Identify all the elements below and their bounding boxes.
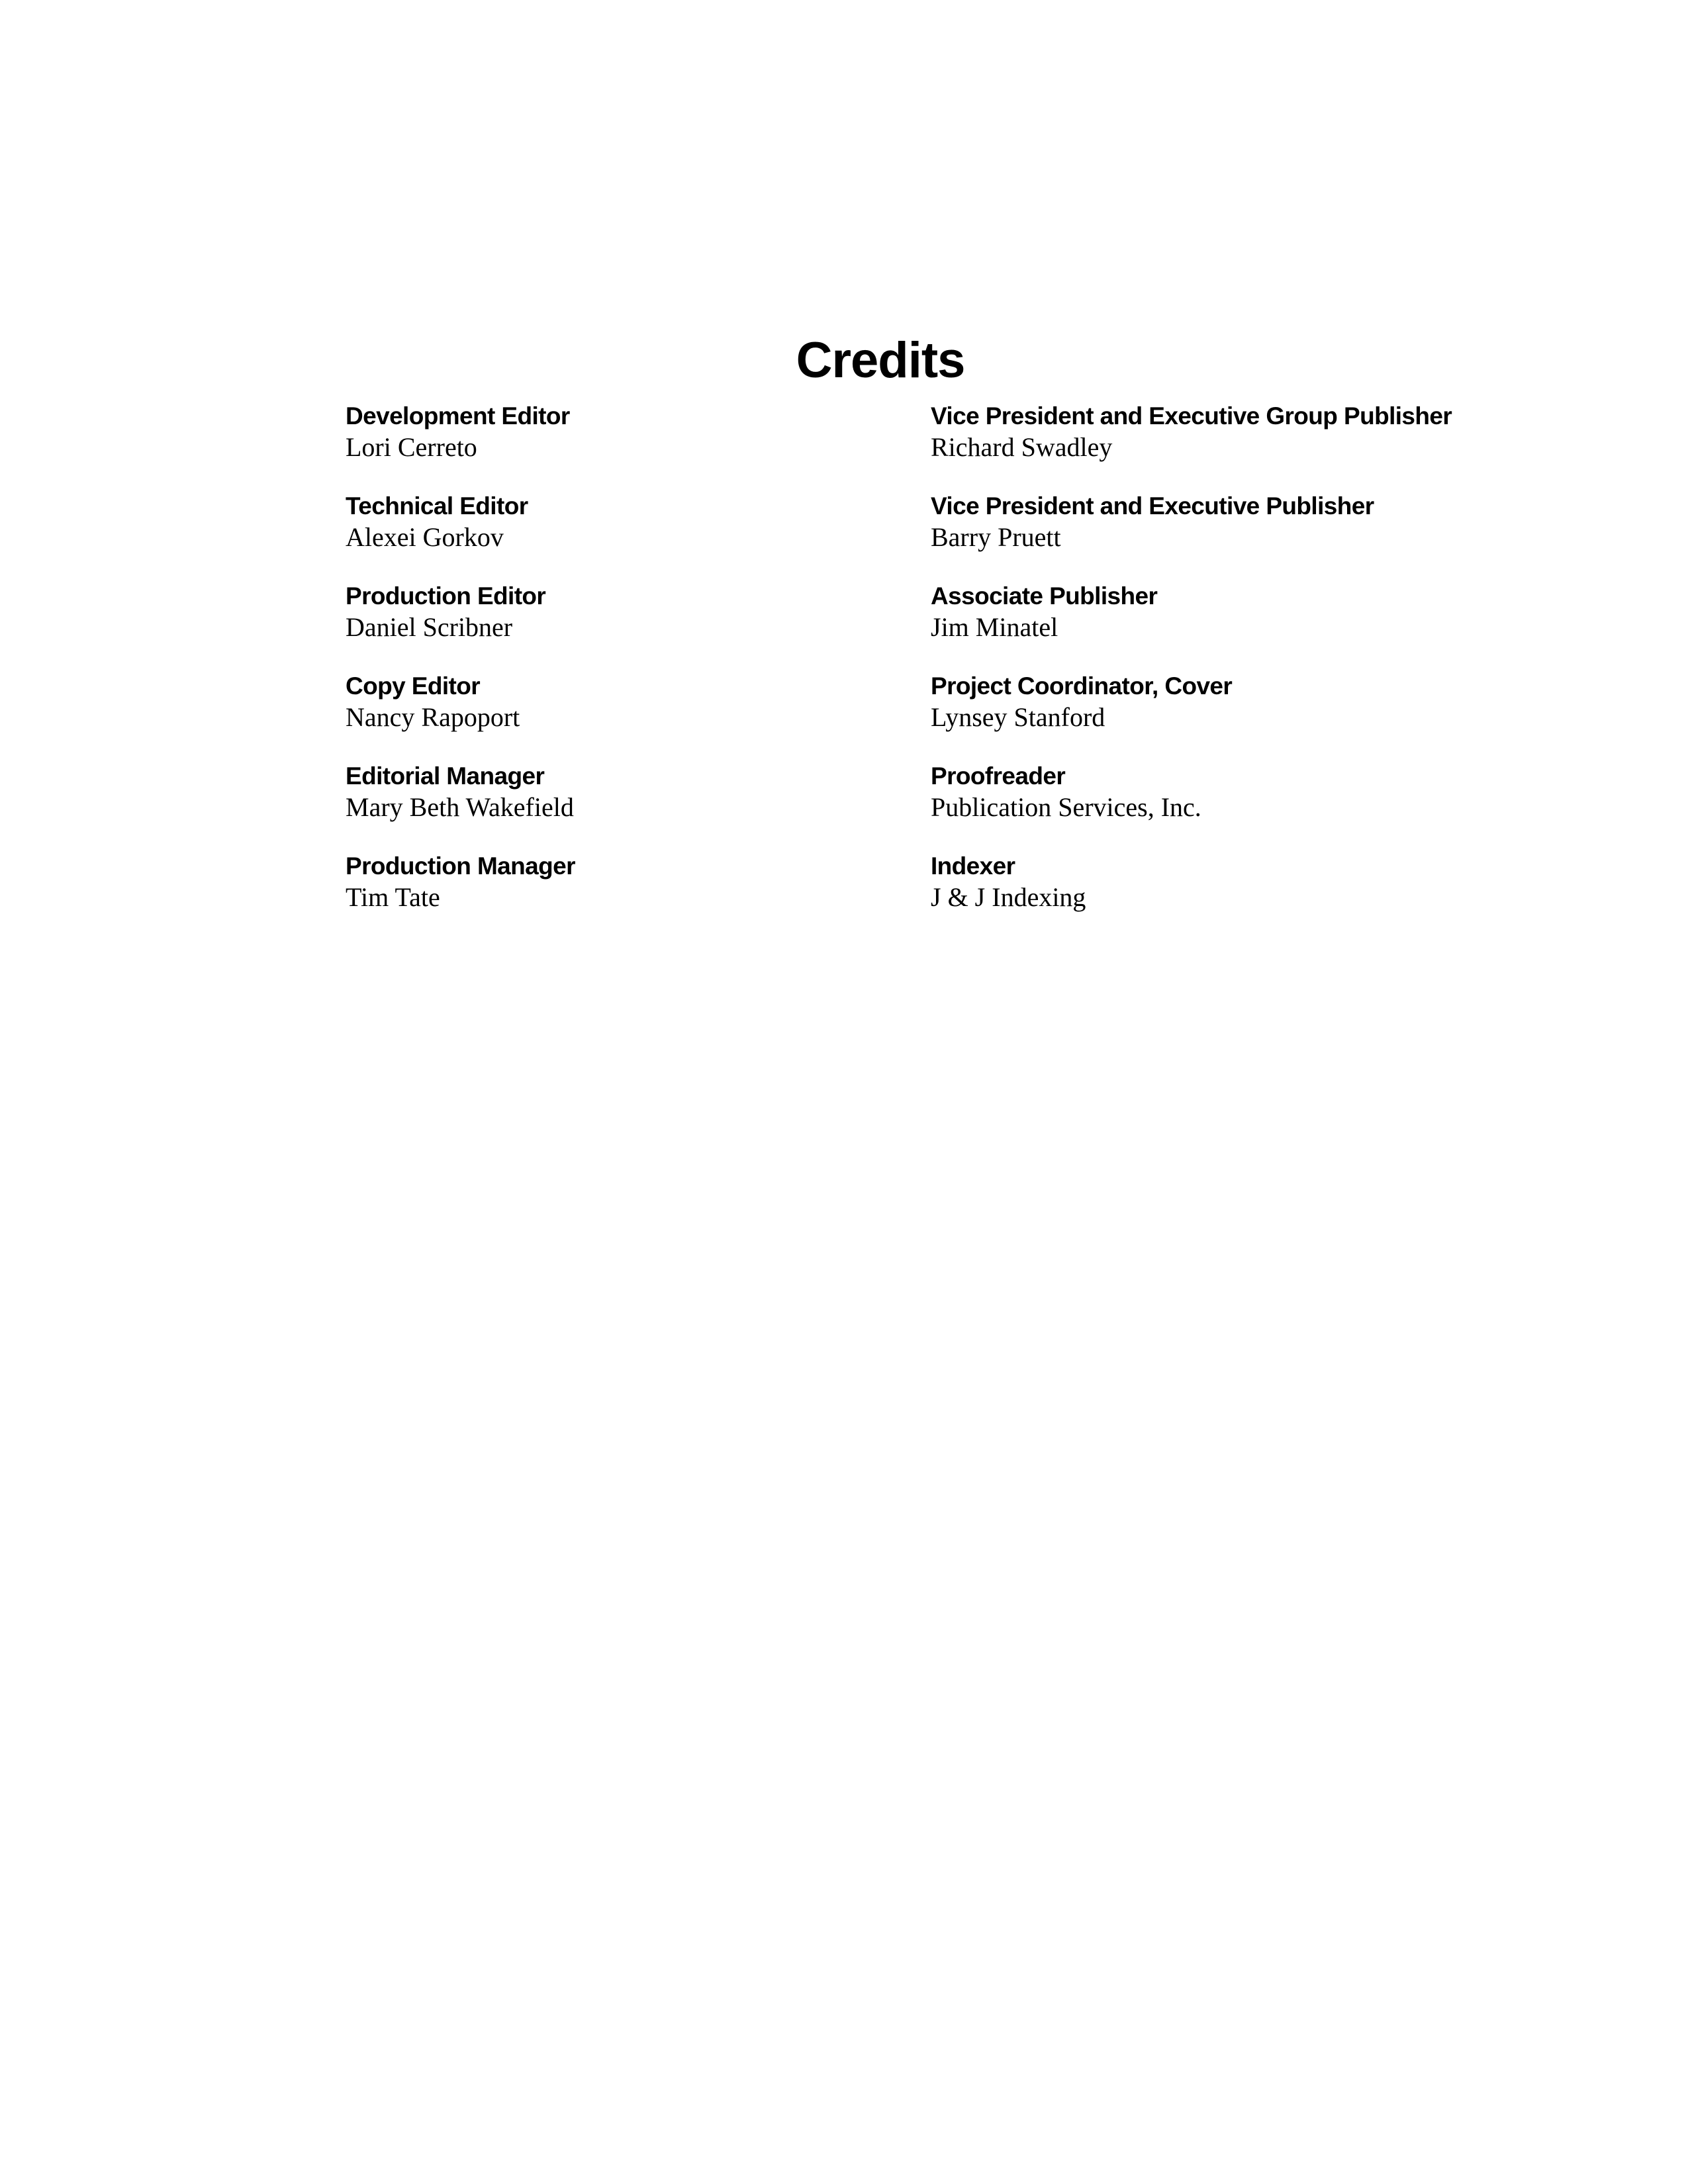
credit-role: Vice President and Executive Group Publisher <box>931 402 1452 430</box>
credit-role: Associate Publisher <box>931 582 1158 610</box>
credit-entry <box>346 400 915 490</box>
credit-role: Development Editor <box>346 402 570 430</box>
credit-entry <box>931 850 1593 940</box>
credit-name: Barry Pruett <box>931 522 1061 552</box>
credit-entry <box>346 490 915 580</box>
credit-name: Richard Swadley <box>931 432 1113 462</box>
credit-name: Mary Beth Wakefield <box>346 792 574 822</box>
credit-entry <box>346 760 915 850</box>
credit-name: Publication Services, Inc. <box>931 792 1201 822</box>
credit-role: Copy Editor <box>346 672 481 700</box>
credit-name: Lori Cerreto <box>346 432 477 462</box>
credit-entry <box>931 580 1593 670</box>
credit-role: Editorial Manager <box>346 762 545 790</box>
credit-entry <box>346 580 915 670</box>
credit-entry <box>346 670 915 760</box>
credit-entry <box>346 850 915 940</box>
credit-name: Lynsey Stanford <box>931 702 1105 732</box>
credits-left-column <box>346 400 915 940</box>
page-title: Credits <box>796 332 965 388</box>
credit-role: Project Coordinator, Cover <box>931 672 1233 700</box>
credit-role: Production Manager <box>346 852 575 880</box>
credit-name: J & J Indexing <box>931 882 1086 912</box>
credit-entry <box>931 400 1593 490</box>
credit-role: Vice President and Executive Publisher <box>931 492 1374 520</box>
credit-name: Tim Tate <box>346 882 440 912</box>
credit-role: Technical Editor <box>346 492 528 520</box>
credit-entry <box>931 760 1593 850</box>
credit-entry <box>931 670 1593 760</box>
credit-name: Daniel Scribner <box>346 612 513 642</box>
credit-name: Alexei Gorkov <box>346 522 504 552</box>
credits-right-column <box>931 400 1593 940</box>
credit-role: Proofreader <box>931 762 1066 790</box>
credit-role: Indexer <box>931 852 1015 880</box>
credit-name: Jim Minatel <box>931 612 1058 642</box>
credit-name: Nancy Rapoport <box>346 702 520 732</box>
credit-entry <box>931 490 1593 580</box>
credit-role: Production Editor <box>346 582 546 610</box>
